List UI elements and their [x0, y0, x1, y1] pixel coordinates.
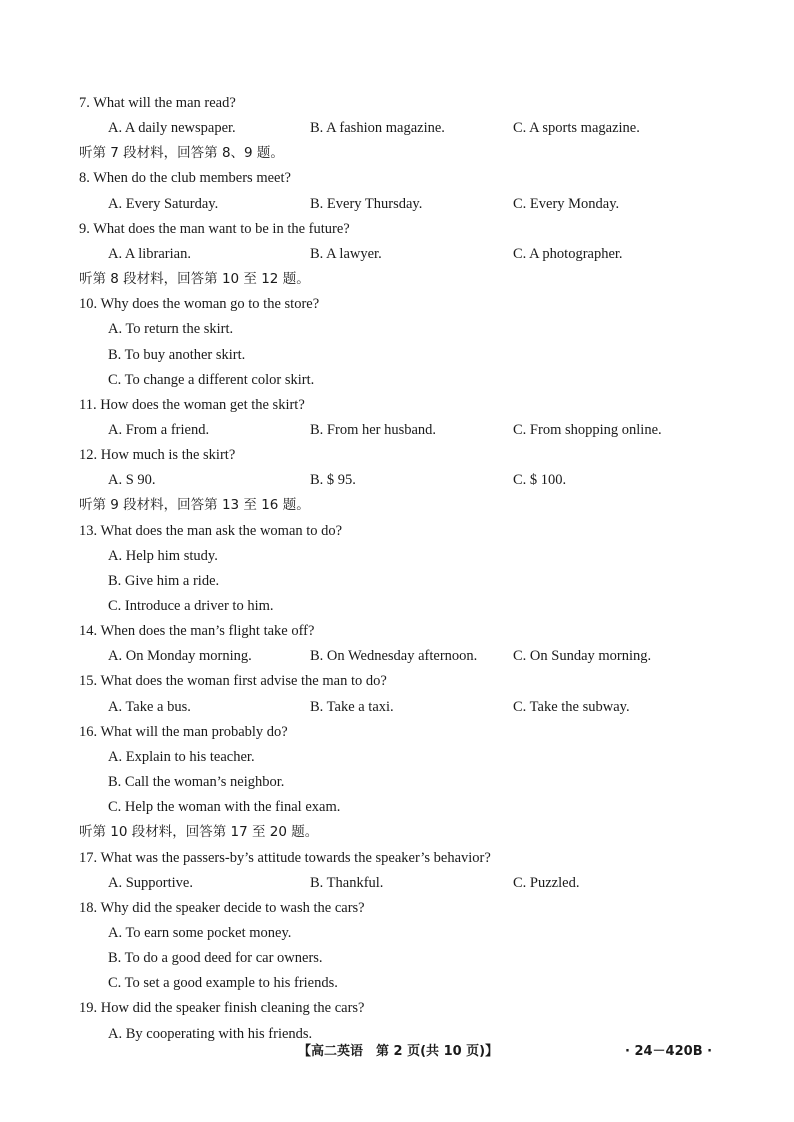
answer-option: A. To earn some pocket money.	[108, 925, 292, 941]
section-instruction: 听第 9 段材料，回答第 13 至 16 题。	[79, 497, 310, 513]
answer-option: C. Introduce a driver to him.	[108, 598, 274, 614]
question-text: 7. What will the man read?	[79, 95, 236, 111]
answer-option-a: A. On Monday morning.	[108, 648, 252, 664]
question-text: 11. How does the woman get the skirt?	[79, 397, 305, 413]
answer-option-b: B. Thankful.	[310, 875, 384, 891]
answer-option: A. Explain to his teacher.	[108, 749, 255, 765]
answer-option: B. To buy another skirt.	[108, 347, 246, 363]
answer-option-c: C. From shopping online.	[513, 422, 662, 438]
answer-option-c: C. Every Monday.	[513, 196, 620, 212]
question-text: 16. What will the man probably do?	[79, 724, 288, 740]
footer-page-info: 【高二英语 第 2 页(共 10 页)】	[298, 1044, 499, 1059]
answer-option: B. Call the woman’s neighbor.	[108, 774, 285, 790]
question-text: 15. What does the woman first advise the man to do?	[79, 673, 387, 689]
footer-paper-code: · 24－420B ·	[625, 1044, 713, 1059]
answer-option-a: A. S 90.	[108, 472, 156, 488]
page-footer	[0, 1040, 794, 1062]
section-instruction: 听第 10 段材料，回答第 17 至 20 题。	[79, 824, 319, 840]
answer-option-a: A. Supportive.	[108, 875, 193, 891]
answer-option-b: B. Every Thursday.	[310, 196, 423, 212]
question-text: 19. How did the speaker finish cleaning the cars?	[79, 1000, 365, 1016]
question-text: 17. What was the passers-by’s attitude towards the speaker’s behavior?	[79, 850, 491, 866]
answer-option: A. To return the skirt.	[108, 321, 234, 337]
answer-option: B. To do a good deed for car owners.	[108, 950, 323, 966]
answer-option-a: A. Take a bus.	[108, 699, 191, 715]
answer-option: A. Help him study.	[108, 548, 218, 564]
answer-option-c: C. $ 100.	[513, 472, 567, 488]
answer-option-b: B. A fashion magazine.	[310, 120, 445, 136]
answer-option-b: B. $ 95.	[310, 472, 356, 488]
question-text: 13. What does the man ask the woman to do?	[79, 523, 343, 539]
answer-option: B. Give him a ride.	[108, 573, 220, 589]
question-text: 8. When do the club members meet?	[79, 170, 291, 186]
answer-option: C. To set a good example to his friends.	[108, 975, 338, 991]
answer-option-a: A. From a friend.	[108, 422, 210, 438]
section-instruction: 听第 8 段材料，回答第 10 至 12 题。	[79, 271, 310, 287]
answer-option-c: C. On Sunday morning.	[513, 648, 652, 664]
answer-option-b: B. A lawyer.	[310, 246, 382, 262]
answer-option-a: A. A daily newspaper.	[108, 120, 236, 136]
section-instruction: 听第 7 段材料，回答第 8、9 题。	[79, 145, 284, 161]
answer-option-b: B. Take a taxi.	[310, 699, 394, 715]
answer-option-a: A. A librarian.	[108, 246, 191, 262]
answer-option-a: A. Every Saturday.	[108, 196, 219, 212]
answer-option-c: C. A photographer.	[513, 246, 623, 262]
question-text: 18. Why did the speaker decide to wash the cars?	[79, 900, 365, 916]
question-text: 12. How much is the skirt?	[79, 447, 236, 463]
answer-option-c: C. Puzzled.	[513, 875, 580, 891]
answer-option: C. Help the woman with the final exam.	[108, 799, 341, 815]
answer-option: A. By cooperating with his friends.	[108, 1026, 313, 1042]
question-text: 10. Why does the woman go to the store?	[79, 296, 320, 312]
question-text: 14. When does the man’s flight take off?	[79, 623, 315, 639]
answer-option: C. To change a different color skirt.	[108, 372, 315, 388]
answer-option-b: B. From her husband.	[310, 422, 437, 438]
answer-option-c: C. Take the subway.	[513, 699, 630, 715]
question-text: 9. What does the man want to be in the future?	[79, 221, 350, 237]
answer-option-b: B. On Wednesday afternoon.	[310, 648, 478, 664]
answer-option-c: C. A sports magazine.	[513, 120, 640, 136]
